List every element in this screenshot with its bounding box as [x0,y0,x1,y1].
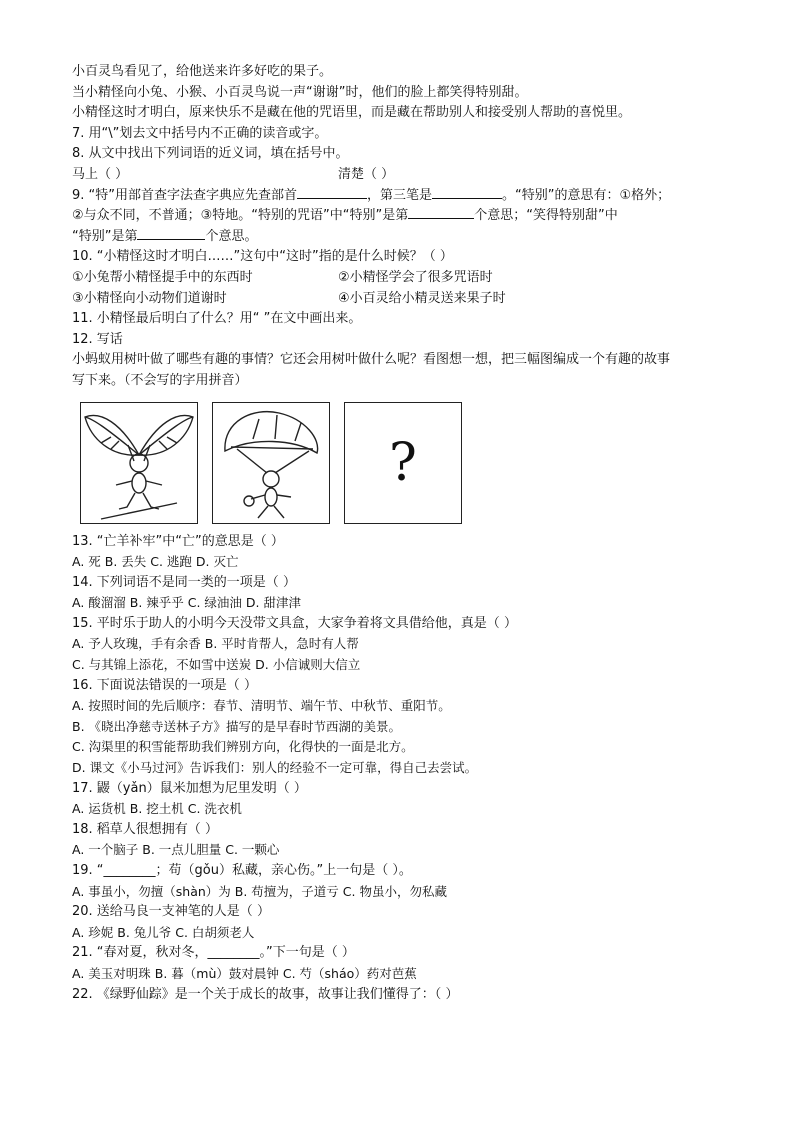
q9-text-c: 。“特别”的意思有：①格外； [502,187,671,203]
question-17: 17. 鼹（yǎn）鼠米加想为尼里发明（ ） [72,780,307,796]
q8-word-2: 清楚（ ） [338,166,395,182]
question-8-blanks [72,165,732,186]
q9-blank-meaning-2[interactable] [137,227,205,240]
question-20-options: A. 珍妮 B. 兔儿爷 C. 白胡须老人 [72,924,255,940]
q9-text-g: 个意思。 [205,228,258,244]
question-10-options-row-2 [72,289,732,310]
q10-option-4: ④小百灵给小精灵送来果子时 [338,290,506,306]
q9-blank-meaning-1[interactable] [408,206,474,219]
q9-text-e: 个意思；“笑得特别甜”中 [474,208,618,224]
question-16-option-d: D. 课文《小马过河》告诉我们：别人的经验不一定可靠，得自己去尝试。 [72,760,478,776]
question-15: 15. 平时乐于助人的小明今天没带文具盒，大家争着将文具借给他，真是（ ） [72,615,517,631]
passage-line-3: 小精怪这时才明白，原来快乐不是藏在他的咒语里，而是藏在帮助别人和接受别人帮助的喜悦里。 [72,105,632,121]
question-17-options: A. 运货机 B. 挖土机 C. 洗衣机 [72,801,242,817]
q9-text-d: ②与众不同，不普通；③特地。“特别的咒语”中“特别”是第 [72,208,409,224]
question-8: 8. 从文中找出下列词语的近义词，填在括号中。 [72,146,349,162]
question-9-line-3 [72,227,732,248]
worksheet-page [72,62,732,1005]
question-13-options: A. 死 B. 丢失 C. 逃跑 D. 灭亡 [72,554,239,570]
question-16-option-b: B. 《晓出净慈寺送林子方》描写的是早春时节西湖的美景。 [72,718,402,734]
question-21-options: A. 美玉对明珠 B. 暮（mù）鼓对晨钟 C. 芍（sháo）药对芭蕉 [72,965,417,981]
question-16-option-c: C. 沟渠里的积雪能帮助我们辨别方向，化得快的一面是北方。 [72,739,414,755]
question-16-option-a: A. 按照时间的先后顺序：春节、清明节、端午节、中秋节、重阳节。 [72,698,451,714]
question-20: 20. 送给马良一支神笔的人是（ ） [72,904,270,920]
question-16: 16. 下面说法错误的一项是（ ） [72,677,257,693]
question-10: 10. “小精怪这时才明白……”这句中“这时”指的是什么时候？（ ） [72,249,453,265]
question-18: 18. 稻草人很想拥有（ ） [72,821,218,837]
picture-strip [80,402,732,524]
picture-ant-leaf-wings [80,402,198,524]
passage-line-1: 小百灵鸟看见了，给他送来许多好吃的果子。 [72,64,333,79]
q9-text-f: “特别”是第 [72,228,138,244]
ant-parachute-leaf-icon [213,403,329,523]
question-19: 19. “________；苟（gǒu）私藏，亲心伤。”上一句是（ ）。 [72,863,412,878]
question-10-options-row-1 [72,268,732,289]
question-22: 22. 《绿野仙踪》是一个关于成长的故事，故事让我们懂得了：（ ） [72,986,459,1002]
question-15-options-cd: C. 与其锦上添花，不如雪中送炭 D. 小信诚则大信立 [72,657,361,673]
q9-blank-stroke[interactable] [432,186,502,199]
question-13: 13. “亡羊补牢”中“亡”的意思是（ ） [72,533,284,549]
q9-text-a: 9. “特”用部首查字法查字典应先查部首 [72,187,298,203]
question-18-options: A. 一个脑子 B. 一点儿胆量 C. 一颗心 [72,842,280,858]
ant-flying-leaves-icon [81,403,197,523]
question-14: 14. 下列词语不是同一类的一项是（ ） [72,574,296,590]
question-9-line-1 [72,186,732,207]
picture-ant-leaf-parachute [212,402,330,524]
q9-blank-radical[interactable] [297,186,367,199]
passage-line-2: 当小精怪向小兔、小猴、小百灵鸟说一声“谢谢”时，他们的脸上都笑得特别甜。 [72,84,528,100]
question-12-prompt-1: 小蚂蚁用树叶做了哪些有趣的事情？它还会用树叶做什么呢？看图想一想，把三幅图编成一个有趣的故事 [72,352,671,368]
q8-word-1: 马上（ ） [72,166,129,182]
question-15-options-ab: A. 予人玫瑰，手有余香 B. 平时肯帮人，急时有人帮 [72,636,359,652]
question-21: 21. “春对夏，秋对冬，________。”下一句是（ ） [72,945,355,961]
question-12: 12. 写话 [72,331,123,347]
q10-option-3: ③小精怪向小动物们道谢时 [72,290,227,306]
question-19-options: A. 事虽小，勿擅（shàn）为 B. 苟擅为，子道亏 C. 物虽小，勿私藏 [72,883,447,899]
question-14-options: A. 酸溜溜 B. 辣乎乎 C. 绿油油 D. 甜津津 [72,595,301,611]
picture-question-mark: ? [344,402,462,524]
question-9-line-2 [72,206,732,227]
question-7: 7. 用“\”划去文中括号内不正确的读音或字。 [72,125,328,141]
q10-option-1: ①小兔帮小精怪提手中的东西时 [72,269,253,285]
question-11: 11. 小精怪最后明白了什么？用“ ”在文中画出来。 [72,311,362,327]
q10-option-2: ②小精怪学会了很多咒语时 [338,269,493,285]
question-12-prompt-2: 写下来。（不会写的字用拼音） [72,372,248,388]
q9-text-b: ，第三笔是 [367,187,433,203]
